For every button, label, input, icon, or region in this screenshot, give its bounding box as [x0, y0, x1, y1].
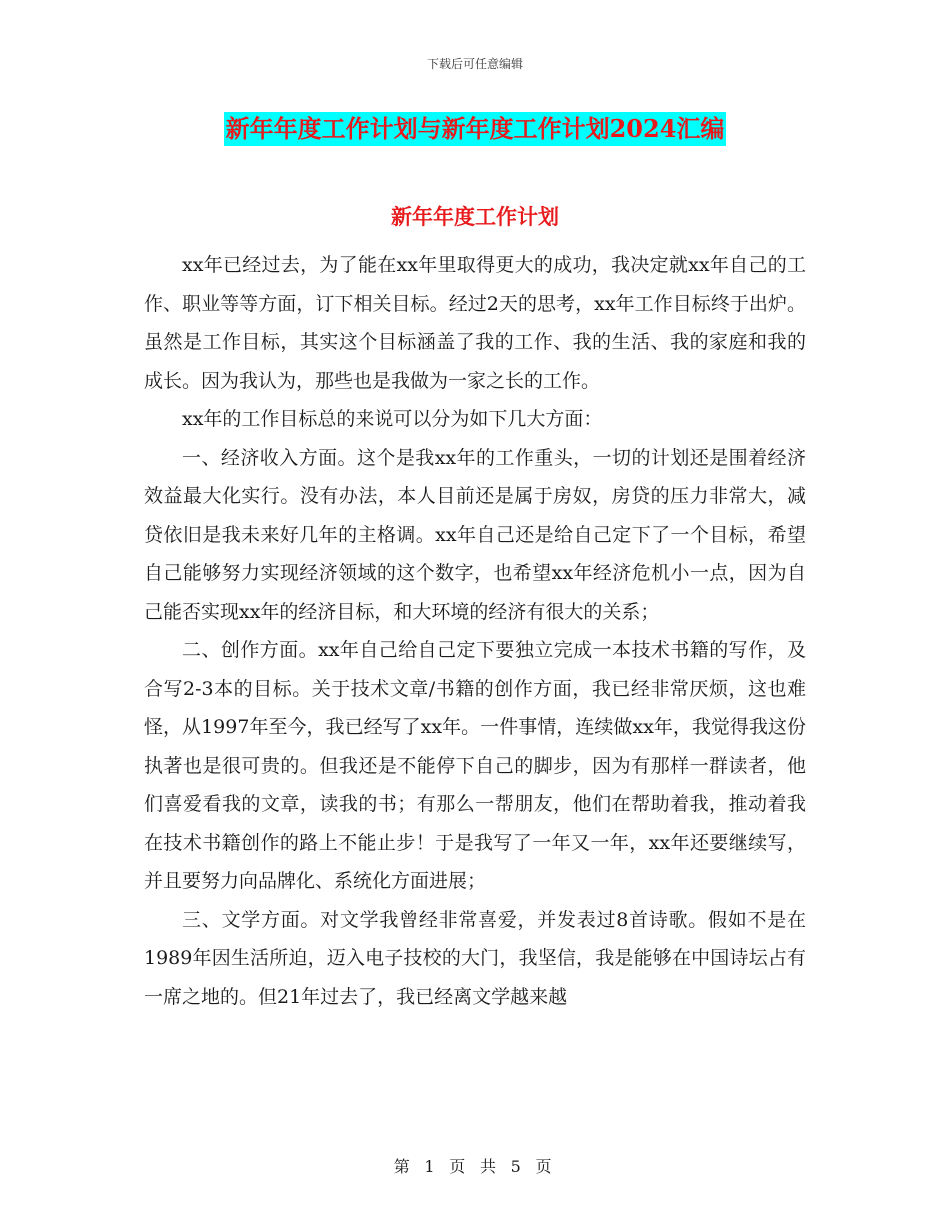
paragraph: xx年的工作目标总的来说可以分为如下几大方面： [182, 408, 603, 430]
page-header-note: 下载后可任意编辑 [426, 57, 523, 71]
document-body [144, 246, 806, 1016]
document-title: 新年年度工作计划与新年度工作计划2024汇编 [224, 112, 727, 146]
paragraph: 二、创作方面。xx年自己给自己定下要独立完成一本技术书籍的写作，及合写2-3本的目标。关于技术文章/书籍的创作方面，我已经非常厌烦，这也难怪，从1997年至今，我已经写了xx年。一件事情，连续做xx年，我觉得我这份执著也是很可贵的。但我还是不能停下自己的脚步，因为有那样一群读者，他们喜爱看我的文章，读我的书；有那么一帮朋友，他们在帮助着我，推动着我在技术书籍创作的路上不能止步！于是我写了一年又一年，xx年还要继续写，并且要努力向品牌化、系统化方面进展； [144, 639, 806, 892]
paragraph: 一、经济收入方面。这个是我xx年的工作重头，一切的计划还是围着经济效益最大化实行。没有办法，本人目前还是属于房奴，房贷的压力非常大，减贷依旧是我未来好几年的主格调。xx年自己还是给自己定下了一个目标，希望自己能够努力实现经济领域的这个数字，也希望xx年经济危机小一点，因为自己能否实现xx年的经济目标，和大环境的经济有很大的关系； [144, 446, 806, 623]
page-number: 第 1 页 共 5 页 [393, 1157, 557, 1176]
section-title: 新年年度工作计划 [391, 204, 559, 229]
document-title-container [0, 112, 950, 146]
paragraph: xx年已经过去，为了能在xx年里取得更大的成功，我决定就xx年自己的工作、职业等等方面，订下相关目标。经过2天的思考，xx年工作目标终于出炉。虽然是工作目标，其实这个目标涵盖了我的工作、我的生活、我的家庭和我的成长。因为我认为，那些也是我做为一家之长的工作。 [144, 254, 806, 392]
paragraph: 三、文学方面。对文学我曾经非常喜爱，并发表过8首诗歌。假如不是在1989年因生活所迫，迈入电子技校的大门，我坚信，我是能够在中国诗坛占有一席之地的。但21年过去了，我已经离文学越来越 [144, 908, 806, 1008]
